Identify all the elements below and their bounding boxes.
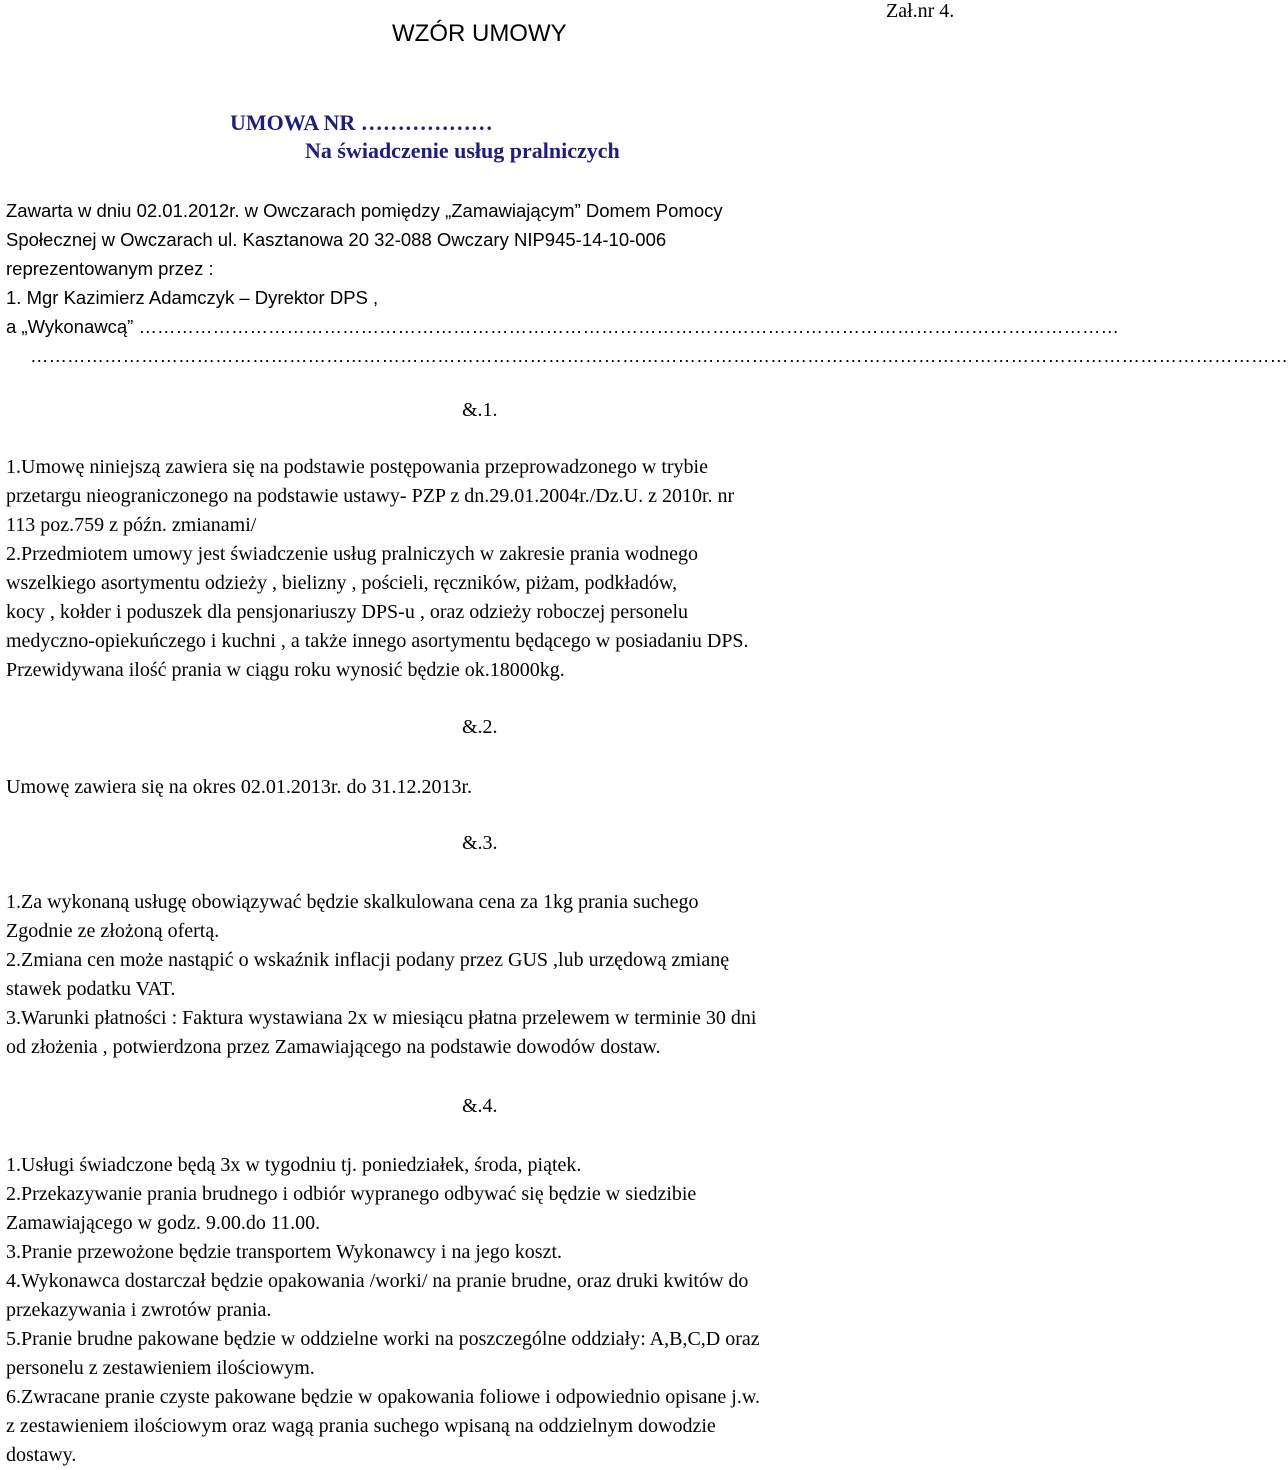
section-3-line: Zgodnie ze złożoną ofertą.: [6, 920, 220, 942]
intro-line: Społecznej w Owczarach ul. Kasztanowa 20 32-088 Owczary NIP945-14-10-006: [6, 229, 667, 250]
section-1-mark: &.1.: [462, 399, 498, 421]
contractor-line: a „Wykonawcą” ……………………………………………………………………………………………………………………………………………: [6, 316, 1119, 337]
contract-subject: Na świadczenie usług pralniczych: [305, 138, 620, 163]
intro-line: 1. Mgr Kazimierz Adamczyk – Dyrektor DPS ,: [6, 287, 379, 308]
section-4-line: dostawy.: [6, 1444, 77, 1466]
section-1-line: wszelkiego asortymentu odzieży , bielizny , pościeli, ręczników, piżam, podkładów,: [6, 572, 678, 594]
section-4-line: 6.Zwracane pranie czyste pakowane będzie w opakowania foliowe i odpowiednio opisane j.w.: [6, 1386, 760, 1408]
section-2-line: Umowę zawiera się na okres 02.01.2013r. do 31.12.2013r.: [6, 776, 473, 798]
section-2-mark: &.2.: [462, 716, 498, 738]
template-title: WZÓR UMOWY: [392, 20, 567, 47]
section-1-line: przetargu nieograniczonego na podstawie ustawy- PZP z dn.29.01.2004r./Dz.U. z 2010r. nr: [6, 485, 735, 507]
section-4-mark: &.4.: [462, 1095, 498, 1117]
section-3-line: 1.Za wykonaną usługę obowiązywać będzie skalkulowana cena za 1kg prania suchego: [6, 891, 699, 913]
section-4-line: Zamawiającego w godz. 9.00.do 11.00.: [6, 1212, 321, 1234]
section-4-line: 1.Usługi świadczone będą 3x w tygodniu tj. poniedziałek, środa, piątek.: [6, 1154, 582, 1176]
section-1-line: 113 poz.759 z późn. zmianami/: [6, 514, 257, 536]
section-3-mark: &.3.: [462, 832, 498, 854]
contractor-fill-line: ……………………………………………………………………………………………………………………………………………………………………………………: [30, 345, 1288, 366]
section-4-line: 2.Przekazywanie prania brudnego i odbiór wypranego odbywać się będzie w siedzibie: [6, 1183, 697, 1205]
section-4-line: 5.Pranie brudne pakowane będzie w oddzielne worki na poszczególne oddziały: A,B,C,D oraz: [6, 1328, 760, 1350]
section-4-line: personelu z zestawieniem ilościowym.: [6, 1357, 315, 1379]
section-4-line: 4.Wykonawca dostarczał będzie opakowania /worki/ na pranie brudne, oraz druki kwitów do: [6, 1270, 749, 1292]
section-3-line: stawek podatku VAT.: [6, 978, 176, 1000]
section-4-line: z zestawieniem ilościowym oraz wagą prania suchego wpisaną na oddzielnym dowodzie: [6, 1415, 716, 1437]
section-1-line: 2.Przedmiotem umowy jest świadczenie usług pralniczych w zakresie prania wodnego: [6, 543, 699, 565]
intro-line: reprezentowanym przez :: [6, 258, 214, 279]
section-4-line: 3.Pranie przewożone będzie transportem Wykonawcy i na jego koszt.: [6, 1241, 563, 1263]
section-3-line: 3.Warunki płatności : Faktura wystawiana 2x w miesiącu płatna przelewem w terminie 30 dni: [6, 1007, 757, 1029]
section-1-line: Przewidywana ilość prania w ciągu roku wynosić będzie ok.18000kg.: [6, 659, 565, 681]
section-4-line: przekazywania i zwrotów prania.: [6, 1299, 272, 1321]
section-1-line: kocy , kołder i poduszek dla pensjonariuszy DPS-u , oraz odzieży roboczej personelu: [6, 601, 689, 623]
section-3-line: 2.Zmiana cen może nastąpić o wskaźnik inflacji podany przez GUS ,lub urzędową zmianę: [6, 949, 730, 971]
intro-line: Zawarta w dniu 02.01.2012r. w Owczarach pomiędzy „Zamawiającym” Domem Pomocy: [6, 200, 723, 221]
section-3-line: od złożenia , potwierdzona przez Zamawiającego na podstawie dowodów dostaw.: [6, 1036, 661, 1058]
section-1-line: 1.Umowę niniejszą zawiera się na podstawie postępowania przeprowadzonego w trybie: [6, 456, 708, 478]
contract-number: UMOWA NR ………………: [230, 110, 493, 135]
attachment-note: Zał.nr 4.: [886, 0, 955, 22]
section-1-line: medyczno-opiekuńczego i kuchni , a także innego asortymentu będącego w posiadaniu DPS.: [6, 630, 749, 652]
